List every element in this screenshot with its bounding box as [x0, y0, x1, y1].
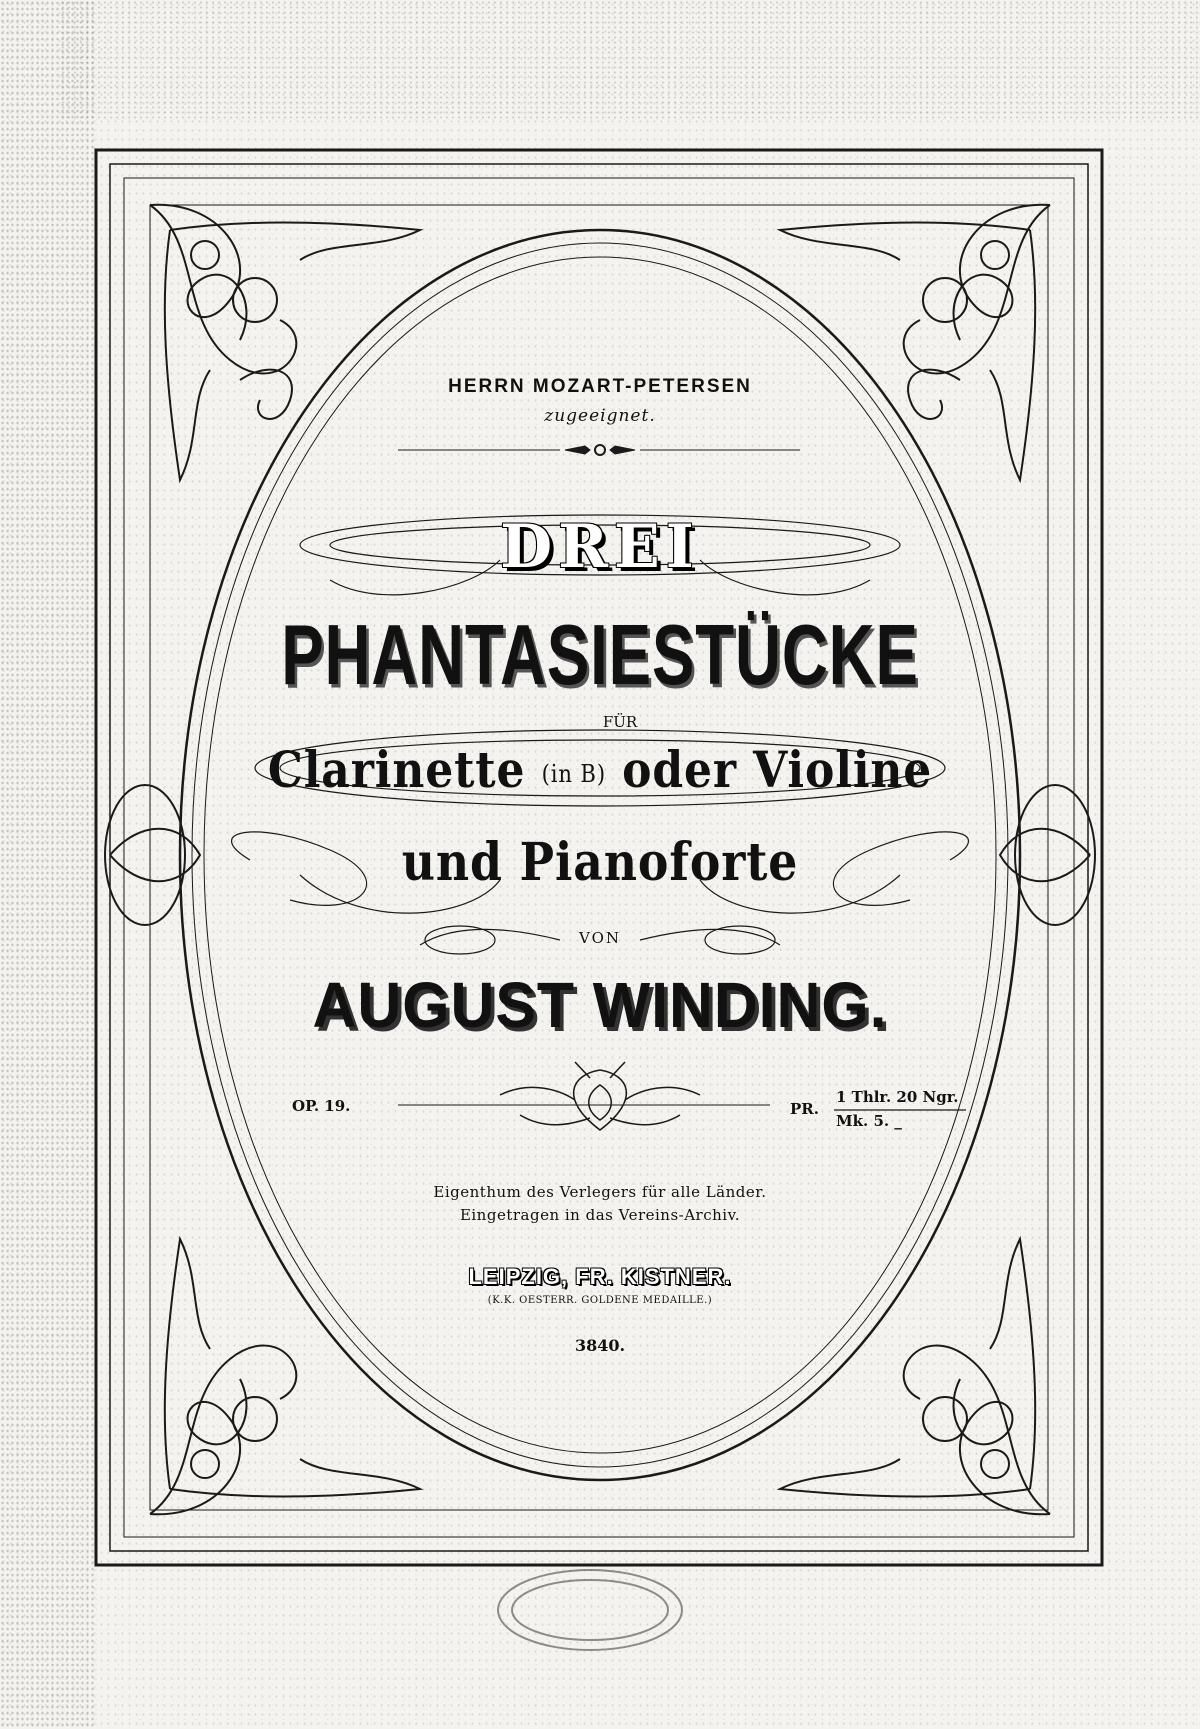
dedication-divider: [398, 445, 800, 455]
title-fuer: FÜR: [602, 713, 638, 731]
instrument-violin: oder Violine: [622, 740, 933, 799]
composer-name: AUGUST WINDING.: [312, 969, 888, 1041]
corner-ornament-top-right: [780, 205, 1050, 480]
center-ornament: [500, 1062, 700, 1130]
dedication-note: zugeeignet.: [544, 406, 656, 426]
rights-line-2: Eingetragen in das Vereins-Archiv.: [459, 1206, 741, 1224]
library-stamp: [498, 1570, 682, 1650]
title-line-1: DREI: [500, 512, 700, 582]
publisher-medal: (K.K. OESTERR. GOLDENE MEDAILLE.): [487, 1295, 713, 1306]
plate-number: 3840.: [574, 1336, 626, 1355]
rights-line-1: Eigenthum des Verlegers für alle Länder.: [433, 1183, 767, 1201]
corner-ornament-top-left: [150, 205, 420, 480]
dedication-name: HERRN MOZART-PETERSEN: [448, 376, 752, 397]
title-instruments: [72, 740, 1128, 799]
title-line-2: PHANTASIESTÜCKE: [281, 606, 919, 703]
instrument-key: (in B): [541, 760, 606, 788]
opus-number: OP. 19.: [292, 1097, 351, 1115]
price-mark: Mk. 5. _: [836, 1112, 902, 1130]
publisher-name: LEIPZIG, FR. KISTNER.: [468, 1264, 732, 1289]
instrument-clarinet: Clarinette: [267, 740, 526, 799]
price-thaler: 1 Thlr. 20 Ngr.: [836, 1088, 959, 1106]
byline-von: VON: [579, 929, 621, 947]
title-line-4: und Pianoforte: [401, 832, 799, 893]
price-label: PR.: [790, 1100, 819, 1118]
